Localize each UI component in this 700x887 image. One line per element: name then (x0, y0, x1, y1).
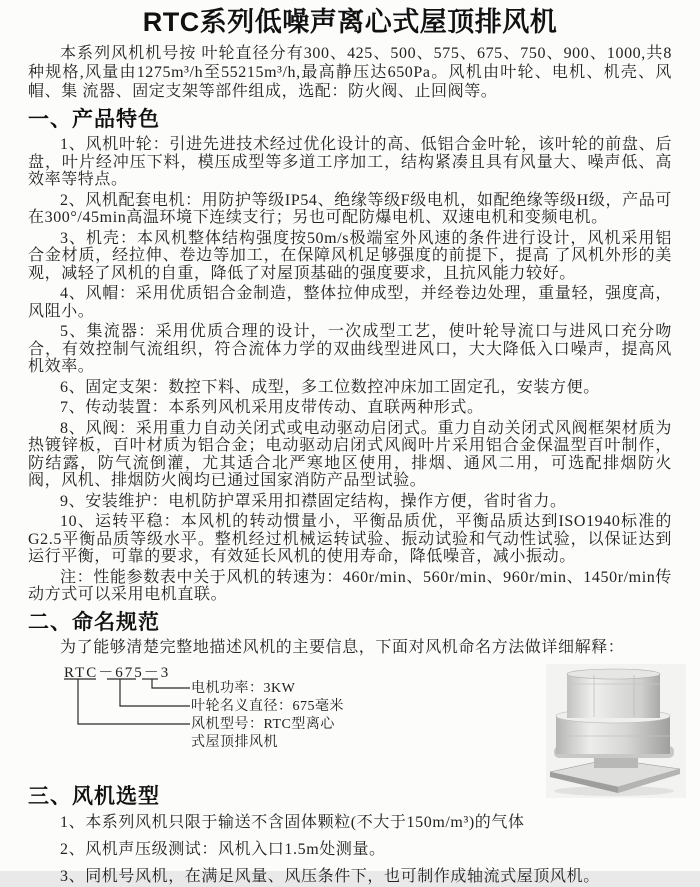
label-impeller-diameter: 叶轮名义直径：675毫米 (191, 699, 344, 714)
roof-fan-illustration (546, 664, 686, 798)
label-fan-model: 风机型号：RTC型离心式屋顶排风机 (191, 717, 335, 750)
page-title: RTC系列低噪声离心式屋顶排风机 (142, 7, 558, 37)
feature-item-7: 7、传动装置：本系列风机采用皮带传动、直联两种形式。 (60, 399, 484, 416)
naming-intro: 为了能够清楚完整地描述风机的主要信息，下面对风机命名方法做详细解释： (60, 638, 625, 656)
section3-heading: 三、风机选型 (28, 785, 160, 808)
speed-note: 注：性能参数表中关于风机的转速为：460r/min、560r/min、960r/min、1450r/min传动方式可以采用电机直联。 (28, 568, 672, 603)
model-code: RTC－675－3 (64, 665, 171, 681)
section2-heading: 二、命名规范 (28, 610, 160, 634)
feature-item-10: 10、运转平稳：本风机的转动惯量小，平衡品质优，平衡品质达到ISO1940标准的G2.5平衡品质等级水平。整机经过机械运转试验、振动试验和气动性试验，以保证达到运行平衡，可靠的要求，有效延长风机的使用寿命，降低噪音，减小振动。 (28, 513, 672, 565)
selection-item-1: 1、本系列风机只限于输送不含固体颗粒(不大于150m/m³)的气体 (60, 814, 525, 831)
selection-items (28, 813, 672, 887)
naming-diagram (28, 660, 672, 778)
feature-item-6: 6、固定支架：数控下料、成型，多工位数控冲床加工固定孔，安装方便。 (60, 378, 600, 396)
feature-item-3: 3、机壳：本风机整体结构强度按50m/s极端室外风速的条件进行设计，风机采用铝合金材质，经拉伸、卷边等加工，在保障风机足够强度的前提下，提高 了风机外形的美观，减轻了风机的自重，降低了对屋顶基础的强度要求，且抗风能力较好。 (28, 229, 672, 282)
selection-item-2: 2、风机声压级测试：风机入口1.5m处测量。 (60, 841, 386, 858)
feature-item-1: 1、风机叶轮：引进先进技术经过优化设计的高、低铝合金叶轮，该叶轮的前盘、后盘，叶片经冲压下料，模压成型等多道工序加工，结构紧凑且具有风量大、噪声低、高效率等特点。 (28, 136, 672, 188)
selection-item-3: 3、同机号风机，在满足风量、风压条件下，也可制作成轴流式屋顶风机。 (60, 868, 600, 885)
feature-item-4: 4、风帽：采用优质铝合金制造，整体拉伸成型，并经卷边处理，重量轻，强度高，风阻小。 (28, 285, 672, 320)
feature-item-5: 5、集流器：采用优质合理的设计，一次成型工艺，使叶轮导流口与进风口充分吻合，有效控制气流组织，符合流体力学的双曲线型进风口，大大降低入口噪声，提高风机效率。 (28, 323, 672, 375)
feature-item-2: 2、风机配套电机：用防护等级IP54、绝缘等级F级电机，如配绝缘等级H级，产品可在300°/45min高温环境下连续支行；另也可配防爆电机、双速电机和变频电机。 (28, 191, 672, 226)
product-photo (546, 664, 686, 798)
feature-item-9: 9、安装维护：电机防护罩采用扣襟固定结构，操作方便，省时省力。 (60, 492, 567, 510)
intro-paragraph: 本系列风机机号按 叶轮直径分有300、425、500、575、675、750、900、1000,共8种规格,风量由1275m³/h至55215m³/h,最高静压达650Pa。风机由叶轮、电机、机壳、风帽、集 流器、固定支架等部件组成，选配：防火阀、止回阀等。 (28, 45, 672, 100)
feature-item-8: 8、风阀：采用重力自动关闭式或电动驱动启闭式。重力自动关闭式风阀框架材质为热镀锌板，百叶材质为铝合金；电动驱动启闭式风阀叶片采用铝合金保温型百叶制作，防结露，防气流倒灌，尤其适合北严寒地区使用，排烟、通风二用，可选配排烟防火阀，风机、排烟防火阀均已通过国家消防产品型试验。 (28, 419, 672, 489)
label-motor-power: 电机功率：3KW (191, 681, 296, 696)
section1-heading: 一、产品特色 (28, 108, 160, 131)
